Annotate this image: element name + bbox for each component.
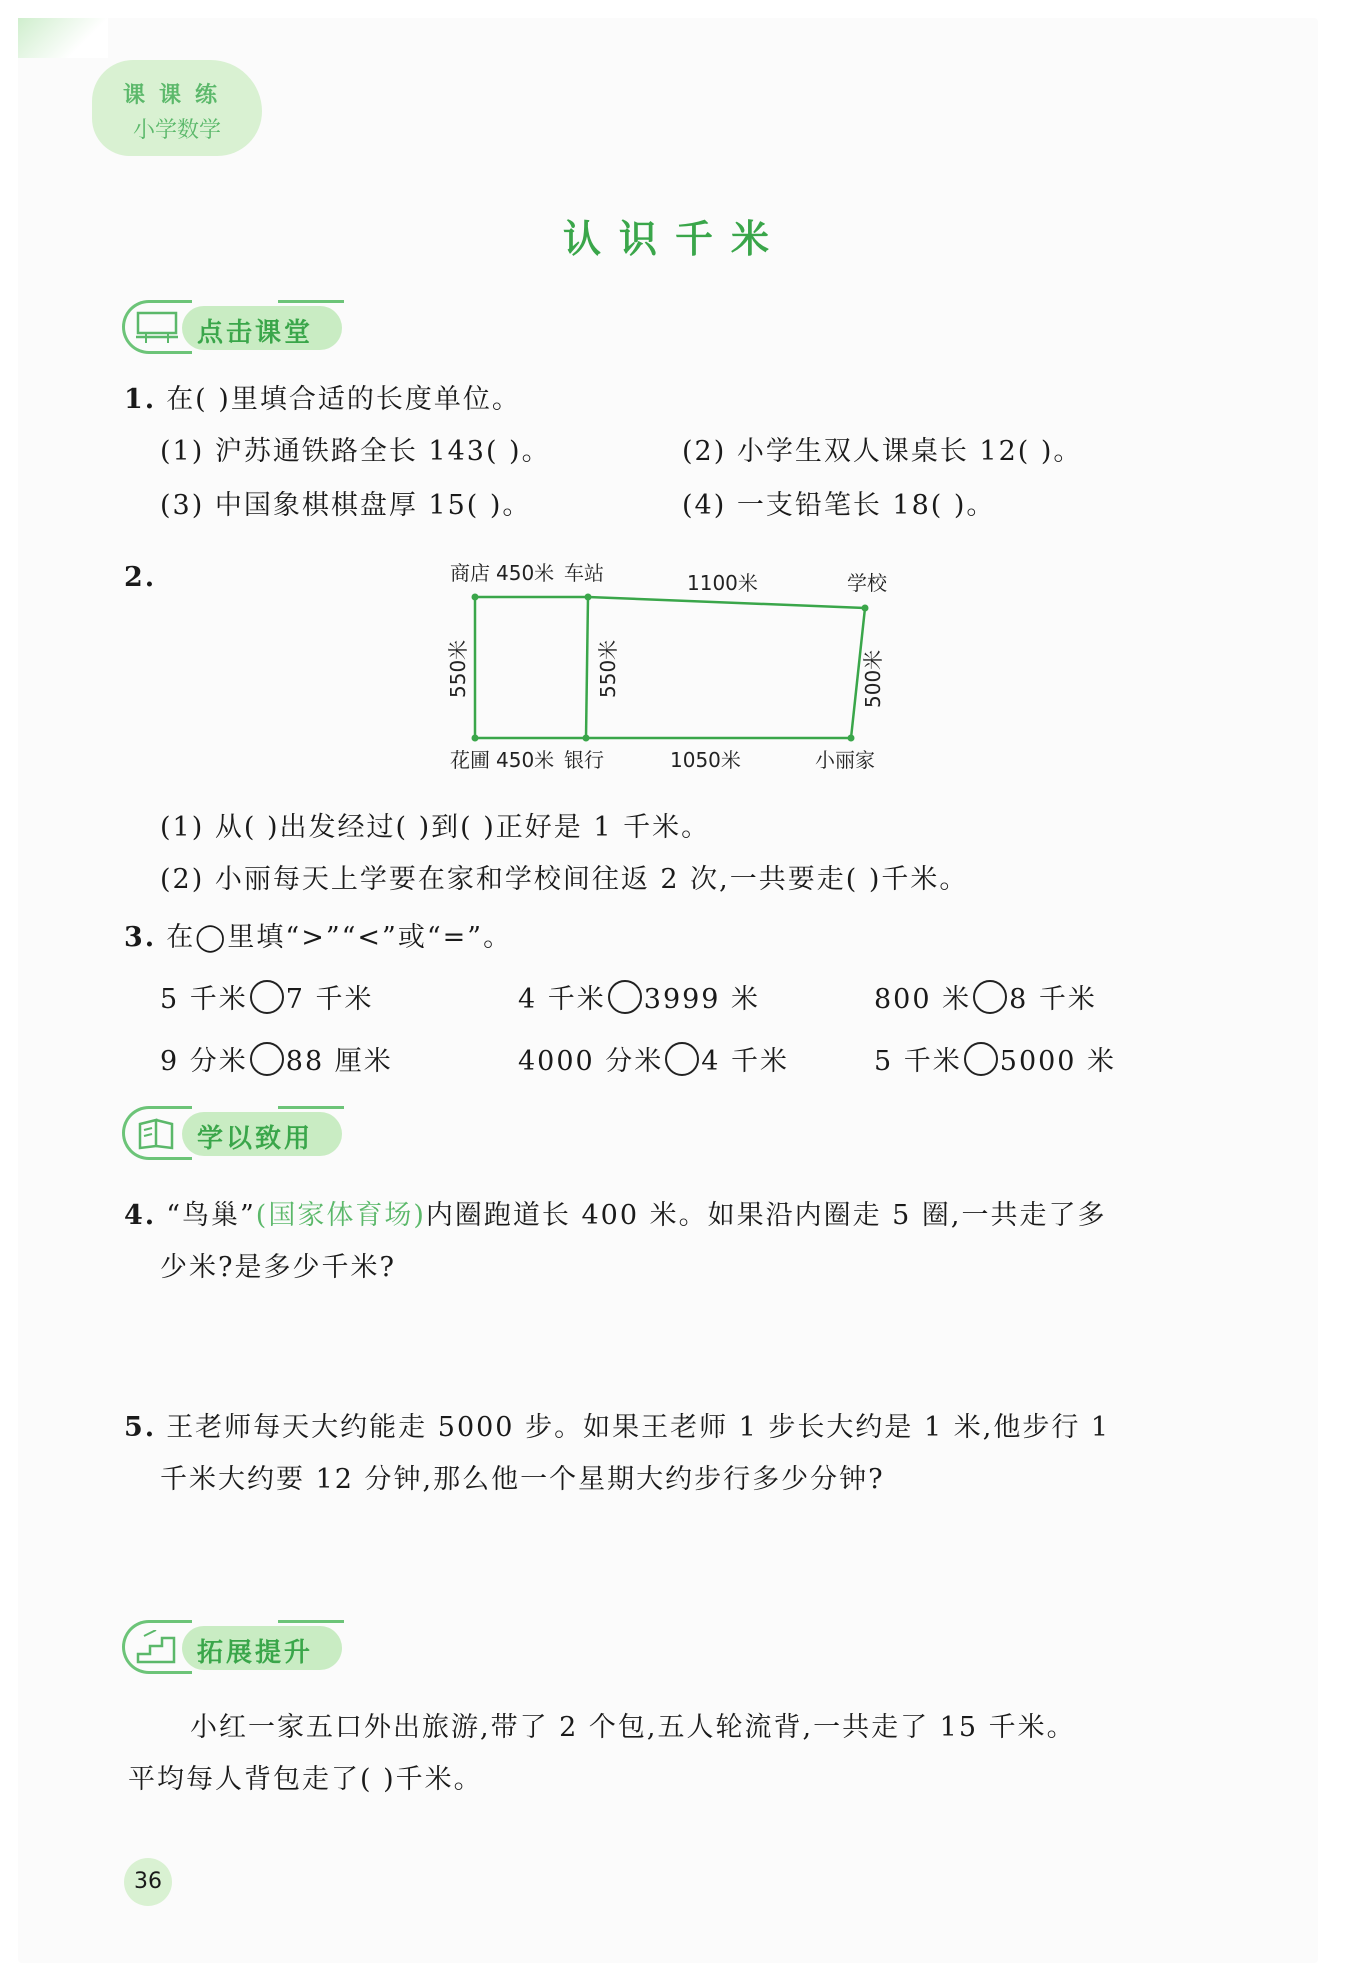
q2-item-2: (2) 小丽每天上学要在家和学校间往返 2 次,一共要走( )千米。 — [160, 864, 969, 895]
label-middle-dist: 550米 — [596, 639, 620, 698]
section-header-extend — [122, 1620, 344, 1674]
section-title: 学以致用 — [197, 1124, 314, 1154]
question-5-line2: 千米大约要 12 分钟,那么他一个星期大约步行多少分钟? — [160, 1464, 885, 1495]
node-school — [862, 605, 869, 612]
edge-station-bank — [586, 597, 588, 738]
page-title: 认识千米 — [562, 217, 787, 261]
node-store — [472, 594, 479, 601]
comparison-6: 5 千米 5000 米 — [874, 1042, 1116, 1082]
question-4-line1: 4. “鸟巢”(国家体育场)内圈跑道长 400 米。如果沿内圈走 5 圈,一共走了多 — [124, 1200, 1107, 1231]
comparison-1: 5 千米 7 千米 — [160, 980, 374, 1020]
comparison-3: 800 米 8 千米 — [874, 980, 1097, 1020]
extension-line1: 小红一家五口外出旅游,带了 2 个包,五人轮流背,一共走了 15 千米。 — [190, 1712, 1076, 1743]
label-store: 商店 — [450, 561, 490, 585]
label-top-right-dist: 1100米 — [687, 571, 758, 595]
question-3-prompt: 3. 在◯里填“>”“<”或“=”。 — [124, 922, 513, 953]
q2-item-1: (1) 从( )出发经过( )到( )正好是 1 千米。 — [160, 812, 711, 843]
question-5-line1: 5. 王老师每天大约能走 5000 步。如果王老师 1 步长大约是 1 米,他步行 1 — [124, 1412, 1111, 1443]
series-badge — [92, 60, 262, 156]
q1-item-4: (4) 一支铅笔长 18( )。 — [682, 490, 996, 521]
label-right-dist: 500米 — [861, 649, 885, 708]
comparison-2: 4 千米 3999 米 — [518, 980, 760, 1020]
stairs-icon — [134, 1630, 180, 1664]
blackboard-icon — [134, 310, 180, 344]
badge-line1: 课课练 — [122, 83, 231, 108]
node-bank — [583, 735, 590, 742]
section-header-apply — [122, 1106, 344, 1160]
label-bottom-right-dist: 1050米 — [670, 748, 741, 772]
answer-circle[interactable] — [250, 980, 284, 1014]
comparison-5: 4000 分米 4 千米 — [518, 1042, 789, 1082]
answer-circle[interactable] — [973, 980, 1007, 1014]
edge-station-school — [588, 597, 865, 608]
corner-decoration — [18, 18, 108, 58]
label-top-left-dist: 450米 — [496, 561, 555, 585]
q1-item-3: (3) 中国象棋棋盘厚 15( )。 — [160, 490, 532, 521]
section-title: 拓展提升 — [197, 1638, 314, 1668]
route-diagram — [440, 550, 910, 780]
page-number: 36 — [124, 1858, 172, 1906]
question-1-prompt — [124, 380, 521, 420]
label-garden: 花圃 — [450, 748, 490, 772]
node-home — [848, 735, 855, 742]
q1-item-1: (1) 沪苏通铁路全长 143( )。 — [160, 436, 551, 467]
node-garden — [472, 735, 479, 742]
label-left-dist: 550米 — [446, 639, 470, 698]
label-bank: 银行 — [564, 748, 604, 772]
section-title: 点击课堂 — [197, 318, 314, 348]
label-bottom-left-dist: 450米 — [496, 748, 555, 772]
extension-line2: 平均每人背包走了( )千米。 — [128, 1764, 483, 1795]
label-school: 学校 — [847, 571, 887, 595]
badge-line2: 小学数学 — [132, 118, 221, 143]
answer-circle[interactable] — [608, 980, 642, 1014]
node-station — [585, 594, 592, 601]
answer-circle[interactable] — [665, 1042, 699, 1076]
question-text: 在( )里填合适的长度单位。 — [166, 384, 521, 415]
question-2-number: 2. — [124, 562, 157, 593]
answer-circle[interactable] — [250, 1042, 284, 1076]
label-home: 小丽家 — [815, 748, 875, 772]
comparison-4: 9 分米 88 厘米 — [160, 1042, 393, 1082]
book-icon — [134, 1116, 180, 1150]
answer-circle[interactable] — [964, 1042, 998, 1076]
section-header-class — [122, 300, 344, 354]
label-station: 车站 — [564, 561, 604, 585]
q1-item-2: (2) 小学生双人课桌长 12( )。 — [682, 436, 1083, 467]
question-4-line2: 少米?是多少千米? — [160, 1252, 396, 1283]
question-number: 1. — [124, 384, 157, 415]
